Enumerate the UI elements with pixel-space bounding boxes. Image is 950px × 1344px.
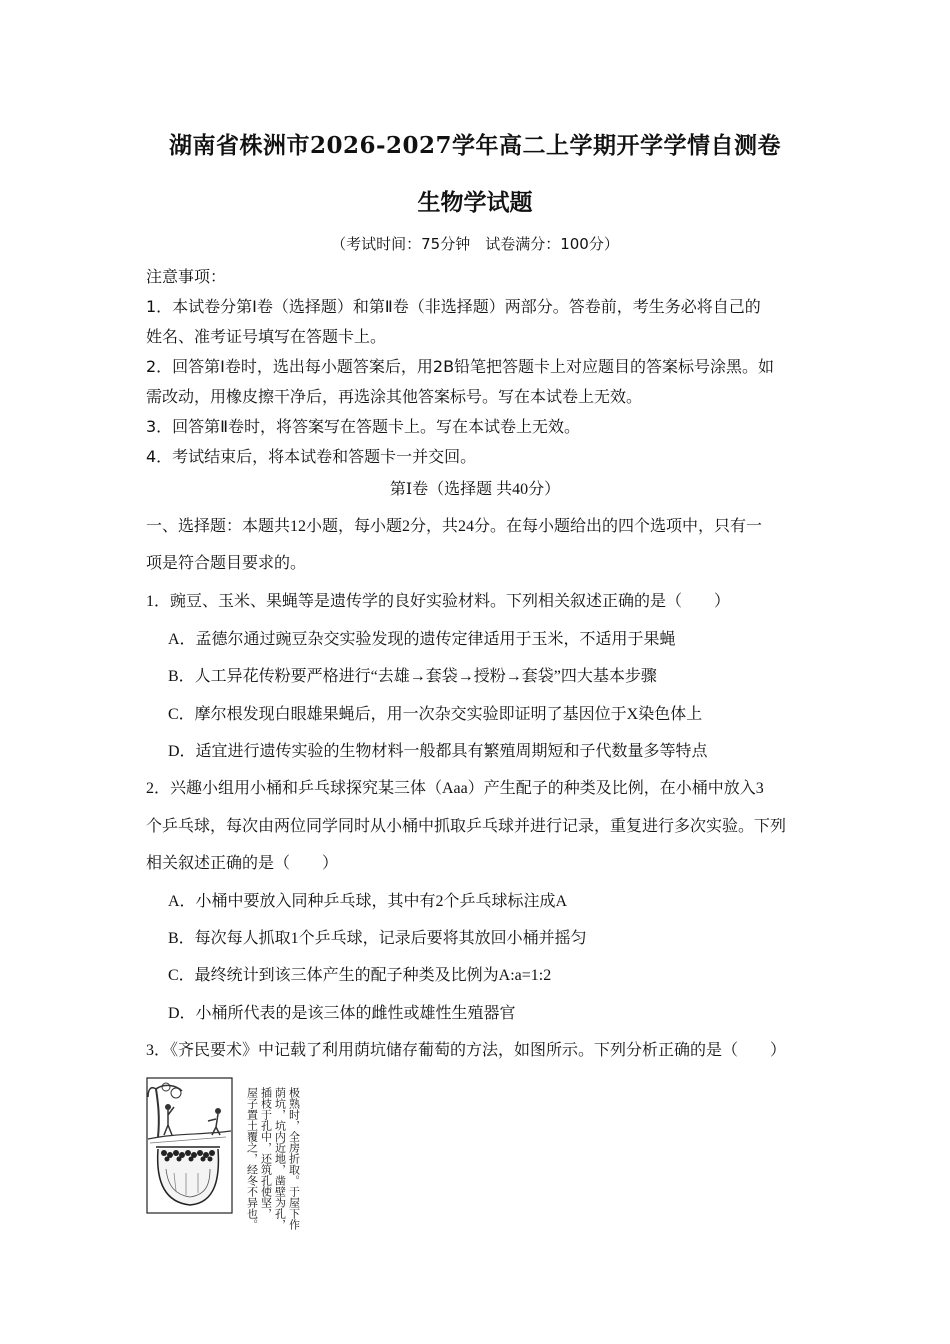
question-option: A．孟德尔通过豌豆杂交实验发现的遗传定律适用于玉米，不适用于果蝇 — [168, 631, 676, 648]
caption-column: 插枝于孔中，还筑孔使坚， — [259, 1087, 273, 1219]
caption-column: 极熟时，全房折取。于屋下作 — [287, 1087, 301, 1230]
question-option: C．摩尔根发现白眼雄果蝇后，用一次杂交实验即证明了基因位于X染色体上 — [168, 706, 703, 723]
caption-column: 荫坑，坑内近地，凿壁为孔， — [273, 1087, 287, 1230]
question-stem: 1．豌豆、玉米、果蝇等是遗传学的良好实验材料。下列相关叙述正确的是（ ） — [146, 593, 731, 610]
section-intro: 项是符合题目要求的。 — [146, 555, 307, 572]
question-option: B．人工异花传粉要严格进行“去雄→套袋→授粉→套袋”四大基本步骤 — [168, 668, 657, 685]
notice-line: 1．本试卷分第Ⅰ卷（选择题）和第Ⅱ卷（非选择题）两部分。答卷前，考生务必将自己的 — [146, 297, 761, 316]
section-intro: 一、选择题：本题共12小题，每小题2分，共24分。在每小题给出的四个选项中，只有一 — [146, 518, 763, 535]
question-stem: 个乒乓球，每次由两位同学同时从小桶中抓取乒乓球并进行记录，重复进行多次实验。下列 — [146, 818, 787, 835]
notice-line: 4．考试结束后，将本试卷和答题卡一并交回。 — [146, 447, 477, 466]
question-option: B．每次每人抓取1个乒乓球，记录后要将其放回小桶并摇匀 — [168, 930, 587, 947]
caption-column: 屋子置土覆之，经冬不异也。 — [245, 1087, 259, 1230]
page-title: 湖南省株洲市2026-2027学年高二上学期开学学情自测卷 — [168, 132, 782, 159]
notice-line: 需改动，用橡皮擦干净后，再选涂其他答案标号。写在本试卷上无效。 — [146, 387, 643, 406]
notice-line: 姓名、准考证号填写在答题卡上。 — [146, 327, 387, 346]
grape-storage-illustration — [146, 1077, 311, 1232]
exam-info: （考试时间：75分钟 试卷满分：100分） — [331, 235, 619, 253]
question-option: D．小桶所代表的是该三体的雌性或雄性生殖器官 — [168, 1005, 516, 1022]
notice-heading: 注意事项： — [146, 267, 227, 286]
question-stem: 2．兴趣小组用小桶和乒乓球探究某三体（Aaa）产生配子的种类及比例，在小桶中放入3 — [146, 780, 764, 797]
question-option: A．小桶中要放入同种乒乓球，其中有2个乒乓球标注成A — [168, 893, 568, 910]
grape-storage-figure — [146, 1077, 311, 1232]
notice-line: 2．回答第Ⅰ卷时，选出每小题答案后，用2B铅笔把答题卡上对应题目的答案标号涂黑。如 — [146, 357, 775, 376]
question-option: C．最终统计到该三体产生的配子种类及比例为A:a=1:2 — [168, 967, 552, 984]
question-stem: 相关叙述正确的是（ ） — [146, 855, 339, 872]
question-stem: 3．《齐民要术》中记载了利用荫坑储存葡萄的方法，如图所示。下列分析正确的是（ ） — [146, 1042, 787, 1059]
notice-line: 3．回答第Ⅱ卷时，将答案写在答题卡上。写在本试卷上无效。 — [146, 417, 581, 436]
page-subtitle: 生物学试题 — [417, 189, 533, 216]
question-option: D．适宜进行遗传实验的生物材料一般都具有繁殖周期短和子代数量多等特点 — [168, 743, 708, 760]
section-title: 第Ⅰ卷（选择题 共40分） — [389, 481, 561, 498]
